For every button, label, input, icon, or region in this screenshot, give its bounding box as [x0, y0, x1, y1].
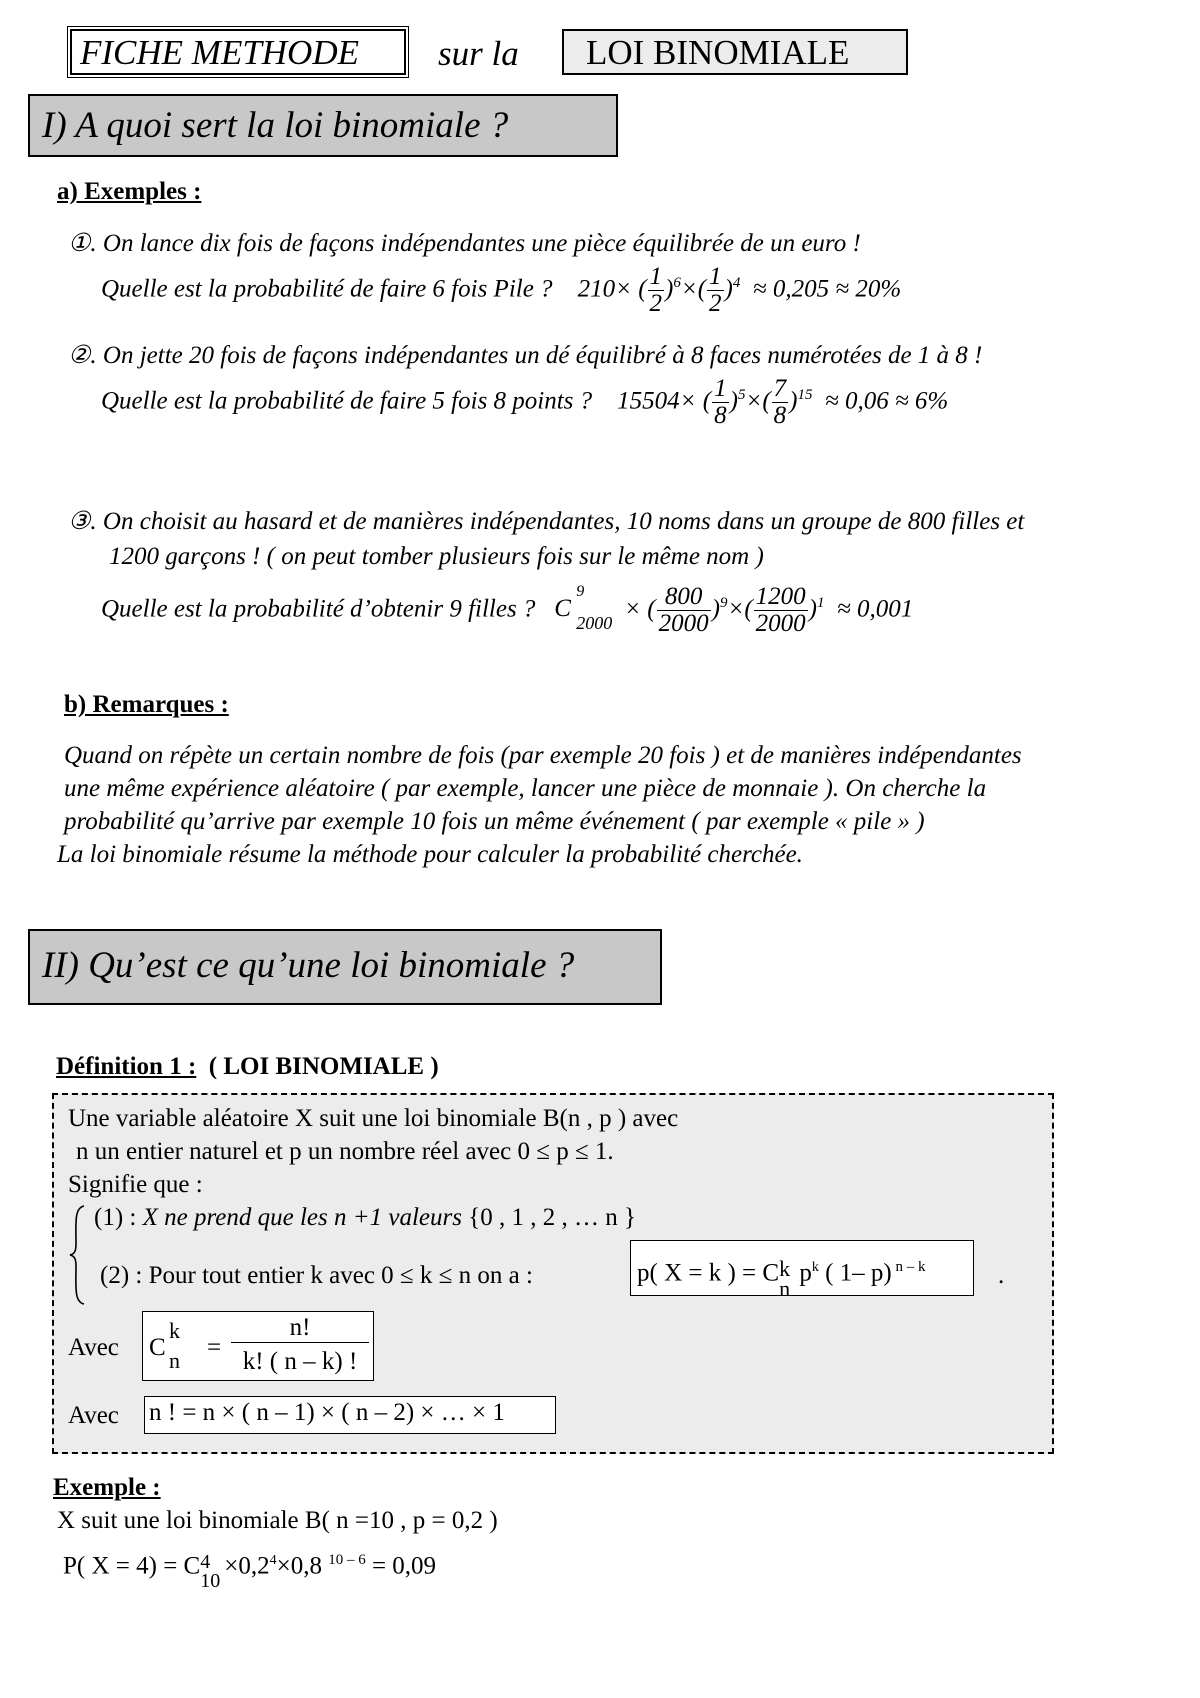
- example-3-number: ③: [68, 508, 91, 535]
- condition-2: (2) : Pour tout entier k avec 0 ≤ k ≤ n on a :: [100, 1262, 533, 1289]
- example-line-2: P( X = 4) = C 4 10 $\times 0,2^4\times 0,8$ $^{10 - 6}$ = 0,09: [63, 1551, 437, 1593]
- title-sur-la: sur la: [438, 34, 519, 73]
- example-2-frac-1: $\frac{1}{8}$: [714, 375, 727, 430]
- definition-heading: [28, 1053, 439, 1081]
- condition-1-set: {0 , 1 , 2 , … n }: [468, 1204, 636, 1231]
- example-3-statement: . On choisit au hasard et de manières indépendantes, 10 noms dans un groupe de 800 filles et: [90, 508, 1025, 535]
- def-line-1: Une variable aléatoire X suit une loi binomiale B(n , p ) avec: [68, 1105, 679, 1132]
- condition-2-period: .: [998, 1262, 1005, 1289]
- example-1-text: [68, 228, 861, 258]
- example-3-exp-2: 1: [817, 595, 825, 612]
- title-fiche-methode: [70, 29, 406, 75]
- remark-line-1: Quand on répète un certain nombre de fois (par exemple 20 fois ) et de manières indépendantes: [64, 742, 1022, 769]
- remark-line-2: une même expérience aléatoire ( par exemple, lancer une pièce de monnaie ). On cherche la: [64, 775, 987, 802]
- example-3-exp-1: 9: [719, 595, 728, 612]
- remarks-heading: b) Remarques :: [64, 691, 229, 718]
- example-2-exp-1: 5: [737, 387, 746, 404]
- example-2-statement: . On jette 20 fois de façons indépendantes un dé équilibré à 8 faces numérotées de 1 à 8 !: [90, 342, 983, 369]
- example-3-combination: C 9 2000: [554, 583, 613, 634]
- remark-line-3: probabilité qu’arrive par exemple 10 fois un même événement ( par exemple « pile » ): [64, 808, 925, 835]
- definition-label: Définition 1 :: [56, 1053, 197, 1080]
- example-1-exp-1: 6: [673, 275, 681, 292]
- example-1-frac-2: $\frac{1}{2}$: [709, 263, 722, 318]
- example-1-statement: . On lance dix fois de façons indépendantes une pièce équilibrée de un euro !: [90, 230, 861, 257]
- example-1-result: ≈ 0,205 ≈ 20%: [752, 275, 902, 303]
- condition-1: [94, 1204, 636, 1232]
- example-1-question-text: Quelle est la probabilité de faire 6 fois Pile ?: [101, 275, 553, 303]
- example-line-1: X suit une loi binomiale B( n =10 , p = 0,2 ): [57, 1507, 498, 1534]
- example-3-frac-2: $\frac{1200}{2000}$: [755, 583, 806, 638]
- section-1-title: I) A quoi sert la loi binomiale ?: [28, 94, 618, 157]
- examples-heading: a) Exemples :: [57, 178, 202, 205]
- example-1-question: Quelle est la probabilité de faire 6 fois Pile ? 210× ( $\frac{1}{2}$ )$^6$×( $\frac{1}{2}$ )$^4$ ≈ 0,205 ≈ 20%: [101, 263, 902, 318]
- example-1-coef: 210×: [577, 275, 632, 303]
- example-1-frac-1: $\frac{1}{2}$: [649, 263, 663, 318]
- avec-label-1: Avec: [68, 1334, 119, 1361]
- left-brace: [68, 1204, 88, 1306]
- condition-1-text: X ne prend que les n +1 valeurs: [142, 1204, 462, 1231]
- remark-line-4: La loi binomiale résume la méthode pour calculer la probabilité cherchée.: [57, 841, 803, 868]
- example-3-text: [68, 506, 1024, 536]
- example-1-exp-2: 4: [732, 275, 741, 292]
- example-2-frac-2: $\frac{7}{8}$: [773, 375, 787, 430]
- def-line-2: n un entier naturel et p un nombre réel avec 0 ≤ p ≤ 1.: [76, 1138, 614, 1165]
- factorial-formula: n ! = n × ( n – 1) × ( n – 2) × … × 1: [144, 1396, 556, 1434]
- condition-1-label: (1) :: [94, 1204, 143, 1231]
- example-3-result: ≈ 0,001: [837, 595, 914, 623]
- example-3-text-2: 1200 garçons ! ( on peut tomber plusieurs fois sur le même nom ): [109, 543, 764, 570]
- example-2-result: ≈ 0,06 ≈ 6%: [824, 387, 949, 415]
- example-3-question: Quelle est la probabilité d’obtenir 9 filles ? C 9 2000 × ( $\frac{800}{2000}$ )$^9$×( $\frac{1200}{2000}$ )$^1$ ≈ 0,001: [101, 583, 914, 638]
- example-3-question-text: Quelle est la probabilité d’obtenir 9 filles ?: [101, 595, 536, 623]
- combination-formula: C k n = n! k! ( n – k) !: [142, 1311, 374, 1381]
- avec-label-2: Avec: [68, 1402, 119, 1429]
- section-2-title: II) Qu’est ce qu’une loi binomiale ?: [28, 929, 662, 1005]
- example-1-number: ①: [68, 230, 91, 257]
- title-loi-text: LOI BINOMIALE: [586, 33, 850, 72]
- example-2-text: [68, 340, 982, 370]
- def-line-3: Signifie que :: [68, 1171, 203, 1198]
- example-3-frac-1: $\frac{800}{2000}$: [658, 583, 709, 638]
- definition-name: ( LOI BINOMIALE ): [208, 1053, 439, 1080]
- title-fiche-text: FICHE METHODE: [80, 33, 359, 72]
- example-2-number: ②: [68, 342, 91, 369]
- probability-formula: p( X = k ) = C k n $p^k$ ( 1– p) $^{n - k}$: [630, 1240, 974, 1296]
- example-2-question: Quelle est la probabilité de faire 5 fois 8 points ? 15504× ( $\frac{1}{8}$ )$^5$×( $\frac{7}{8}$ )$^{15}$ ≈ 0,06 ≈ 6%: [101, 375, 949, 430]
- example-2-exp-2: 15: [797, 387, 813, 404]
- example-2-question-text: Quelle est la probabilité de faire 5 fois 8 points ?: [101, 387, 593, 415]
- example-2-coef: 15504×: [617, 387, 697, 415]
- example-heading: Exemple :: [53, 1474, 161, 1501]
- title-loi-binomiale: [562, 29, 908, 75]
